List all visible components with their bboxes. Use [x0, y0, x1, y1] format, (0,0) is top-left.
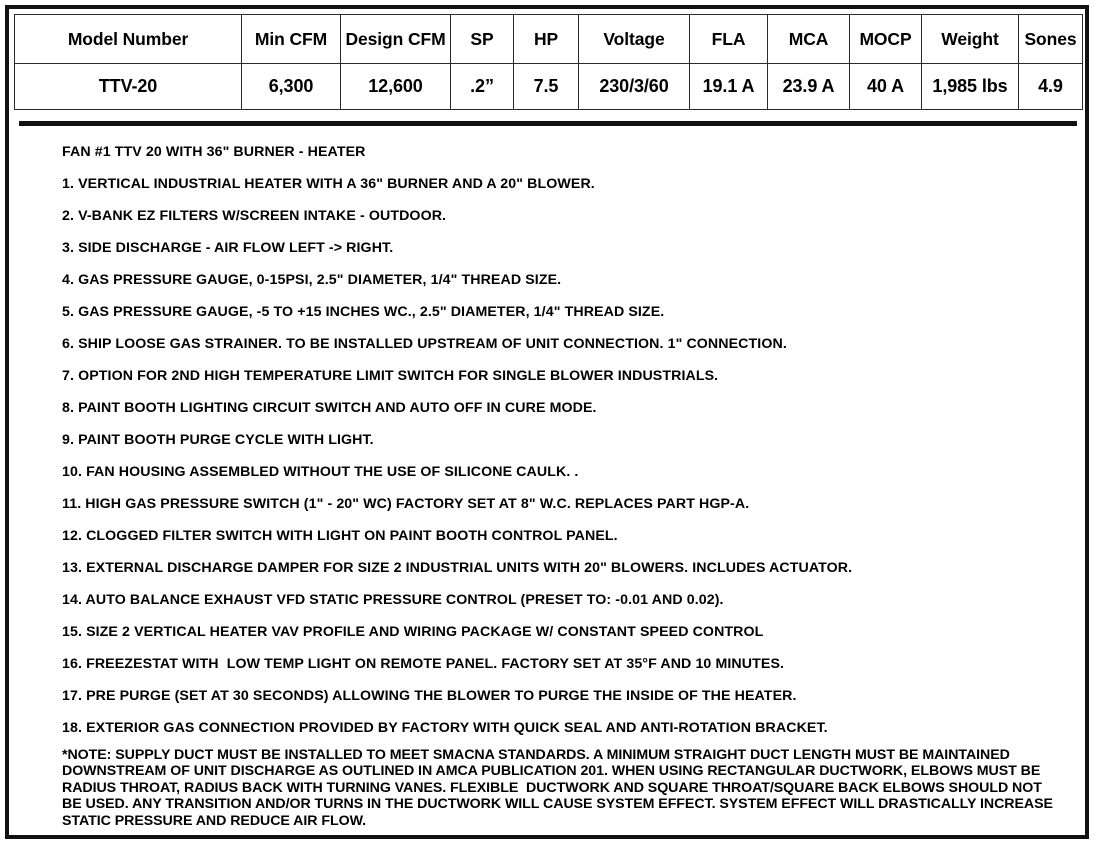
feature-line: 14. AUTO BALANCE EXHAUST VFD STATIC PRESSURE CONTROL (PRESET TO: -0.01 AND 0.02). — [62, 592, 724, 608]
table-row — [15, 64, 1083, 110]
note-line: *NOTE: SUPPLY DUCT MUST BE INSTALLED TO MEET SMACNA STANDARDS. A MINIMUM STRAIGHT DUCT LENGTH MUST BE MAINTAINED — [62, 747, 1010, 763]
note-line: RADIUS THROAT, RADIUS BACK WITH TURNING VANES. FLEXIBLE DUCTWORK AND SQUARE THROAT/SQUARE BACK ELBOWS SHOULD NOT — [62, 779, 1042, 796]
feature-line: 12. CLOGGED FILTER SWITCH WITH LIGHT ON PAINT BOOTH CONTROL PANEL. — [62, 528, 618, 544]
column-header: HP — [514, 15, 579, 64]
feature-line: 8. PAINT BOOTH LIGHTING CIRCUIT SWITCH AND AUTO OFF IN CURE MODE. — [62, 400, 597, 416]
column-header: SP — [451, 15, 514, 64]
column-header: Voltage — [579, 15, 690, 64]
feature-line: 3. SIDE DISCHARGE - AIR FLOW LEFT -> RIGHT. — [62, 240, 394, 256]
table-cell: 40 A — [850, 64, 922, 110]
section-divider-rule — [19, 121, 1077, 126]
feature-line: 7. OPTION FOR 2ND HIGH TEMPERATURE LIMIT SWITCH FOR SINGLE BLOWER INDUSTRIALS. — [62, 368, 719, 384]
table-cell: 1,985 lbs — [922, 64, 1019, 110]
table-cell: TTV-20 — [15, 64, 242, 110]
column-header: Design CFM — [341, 15, 451, 64]
table-cell: 12,600 — [341, 64, 451, 110]
spec-table-container — [14, 14, 1082, 110]
feature-line: 13. EXTERNAL DISCHARGE DAMPER FOR SIZE 2 INDUSTRIAL UNITS WITH 20" BLOWERS. INCLUDES ACTUATOR. — [62, 560, 853, 576]
note-paragraph — [62, 747, 1074, 829]
feature-line: 5. GAS PRESSURE GAUGE, -5 TO +15 INCHES WC., 2.5" DIAMETER, 1/4" THREAD SIZE. — [62, 304, 665, 320]
table-cell: 7.5 — [514, 64, 579, 110]
table-cell: .2” — [451, 64, 514, 110]
feature-line: 4. GAS PRESSURE GAUGE, 0-15PSI, 2.5" DIAMETER, 1/4" THREAD SIZE. — [62, 272, 562, 288]
note-line: DOWNSTREAM OF UNIT DISCHARGE AS OUTLINED IN AMCA PUBLICATION 201. WHEN USING RECTANGULAR DUCTWORK, ELBOWS MUST BE — [62, 763, 1041, 780]
column-header: Weight — [922, 15, 1019, 64]
column-header: Sones — [1019, 15, 1083, 64]
feature-list — [62, 136, 1072, 744]
feature-line: 10. FAN HOUSING ASSEMBLED WITHOUT THE USE OF SILICONE CAULK. . — [62, 464, 579, 480]
column-header: Model Number — [15, 15, 242, 64]
feature-line: 17. PRE PURGE (SET AT 30 SECONDS) ALLOWING THE BLOWER TO PURGE THE INSIDE OF THE HEATER. — [62, 688, 797, 704]
table-cell: 6,300 — [242, 64, 341, 110]
column-header: Min CFM — [242, 15, 341, 64]
feature-line: 16. FREEZESTAT WITH LOW TEMP LIGHT ON REMOTE PANEL. FACTORY SET AT 35°F AND 10 MINUTES. — [62, 656, 785, 672]
feature-line: 1. VERTICAL INDUSTRIAL HEATER WITH A 36" BURNER AND A 20" BLOWER. — [62, 176, 595, 192]
table-cell: 4.9 — [1019, 64, 1083, 110]
feature-line: 2. V-BANK EZ FILTERS W/SCREEN INTAKE - OUTDOOR. — [62, 208, 447, 224]
feature-line: 6. SHIP LOOSE GAS STRAINER. TO BE INSTALLED UPSTREAM OF UNIT CONNECTION. 1" CONNECTION. — [62, 336, 787, 352]
table-cell: 23.9 A — [768, 64, 850, 110]
table-cell: 19.1 A — [690, 64, 768, 110]
table-header-row — [15, 15, 1083, 64]
table-cell: 230/3/60 — [579, 64, 690, 110]
note-line: BE USED. ANY TRANSITION AND/OR TURNS IN THE DUCTWORK WILL CAUSE SYSTEM EFFECT. SYSTEM EFFECT WILL DRASTICALLY INCREASE — [62, 796, 1053, 813]
feature-items-container — [62, 168, 1072, 744]
column-header: MOCP — [850, 15, 922, 64]
note-line: STATIC PRESSURE AND REDUCE AIR FLOW. — [62, 812, 367, 829]
specification-table — [14, 14, 1083, 110]
column-header: FLA — [690, 15, 768, 64]
column-header: MCA — [768, 15, 850, 64]
feature-line: 9. PAINT BOOTH PURGE CYCLE WITH LIGHT. — [62, 432, 374, 448]
feature-line: 11. HIGH GAS PRESSURE SWITCH (1" - 20" WC) FACTORY SET AT 8" W.C. REPLACES PART HGP-A. — [62, 496, 750, 512]
feature-line: 15. SIZE 2 VERTICAL HEATER VAV PROFILE AND WIRING PACKAGE W/ CONSTANT SPEED CONTROL — [62, 624, 764, 640]
fan-heading: FAN #1 TTV 20 WITH 36" BURNER - HEATER — [62, 144, 366, 160]
specification-sheet — [5, 5, 1089, 839]
feature-line: 18. EXTERIOR GAS CONNECTION PROVIDED BY FACTORY WITH QUICK SEAL AND ANTI-ROTATION BRACKET. — [62, 720, 828, 736]
